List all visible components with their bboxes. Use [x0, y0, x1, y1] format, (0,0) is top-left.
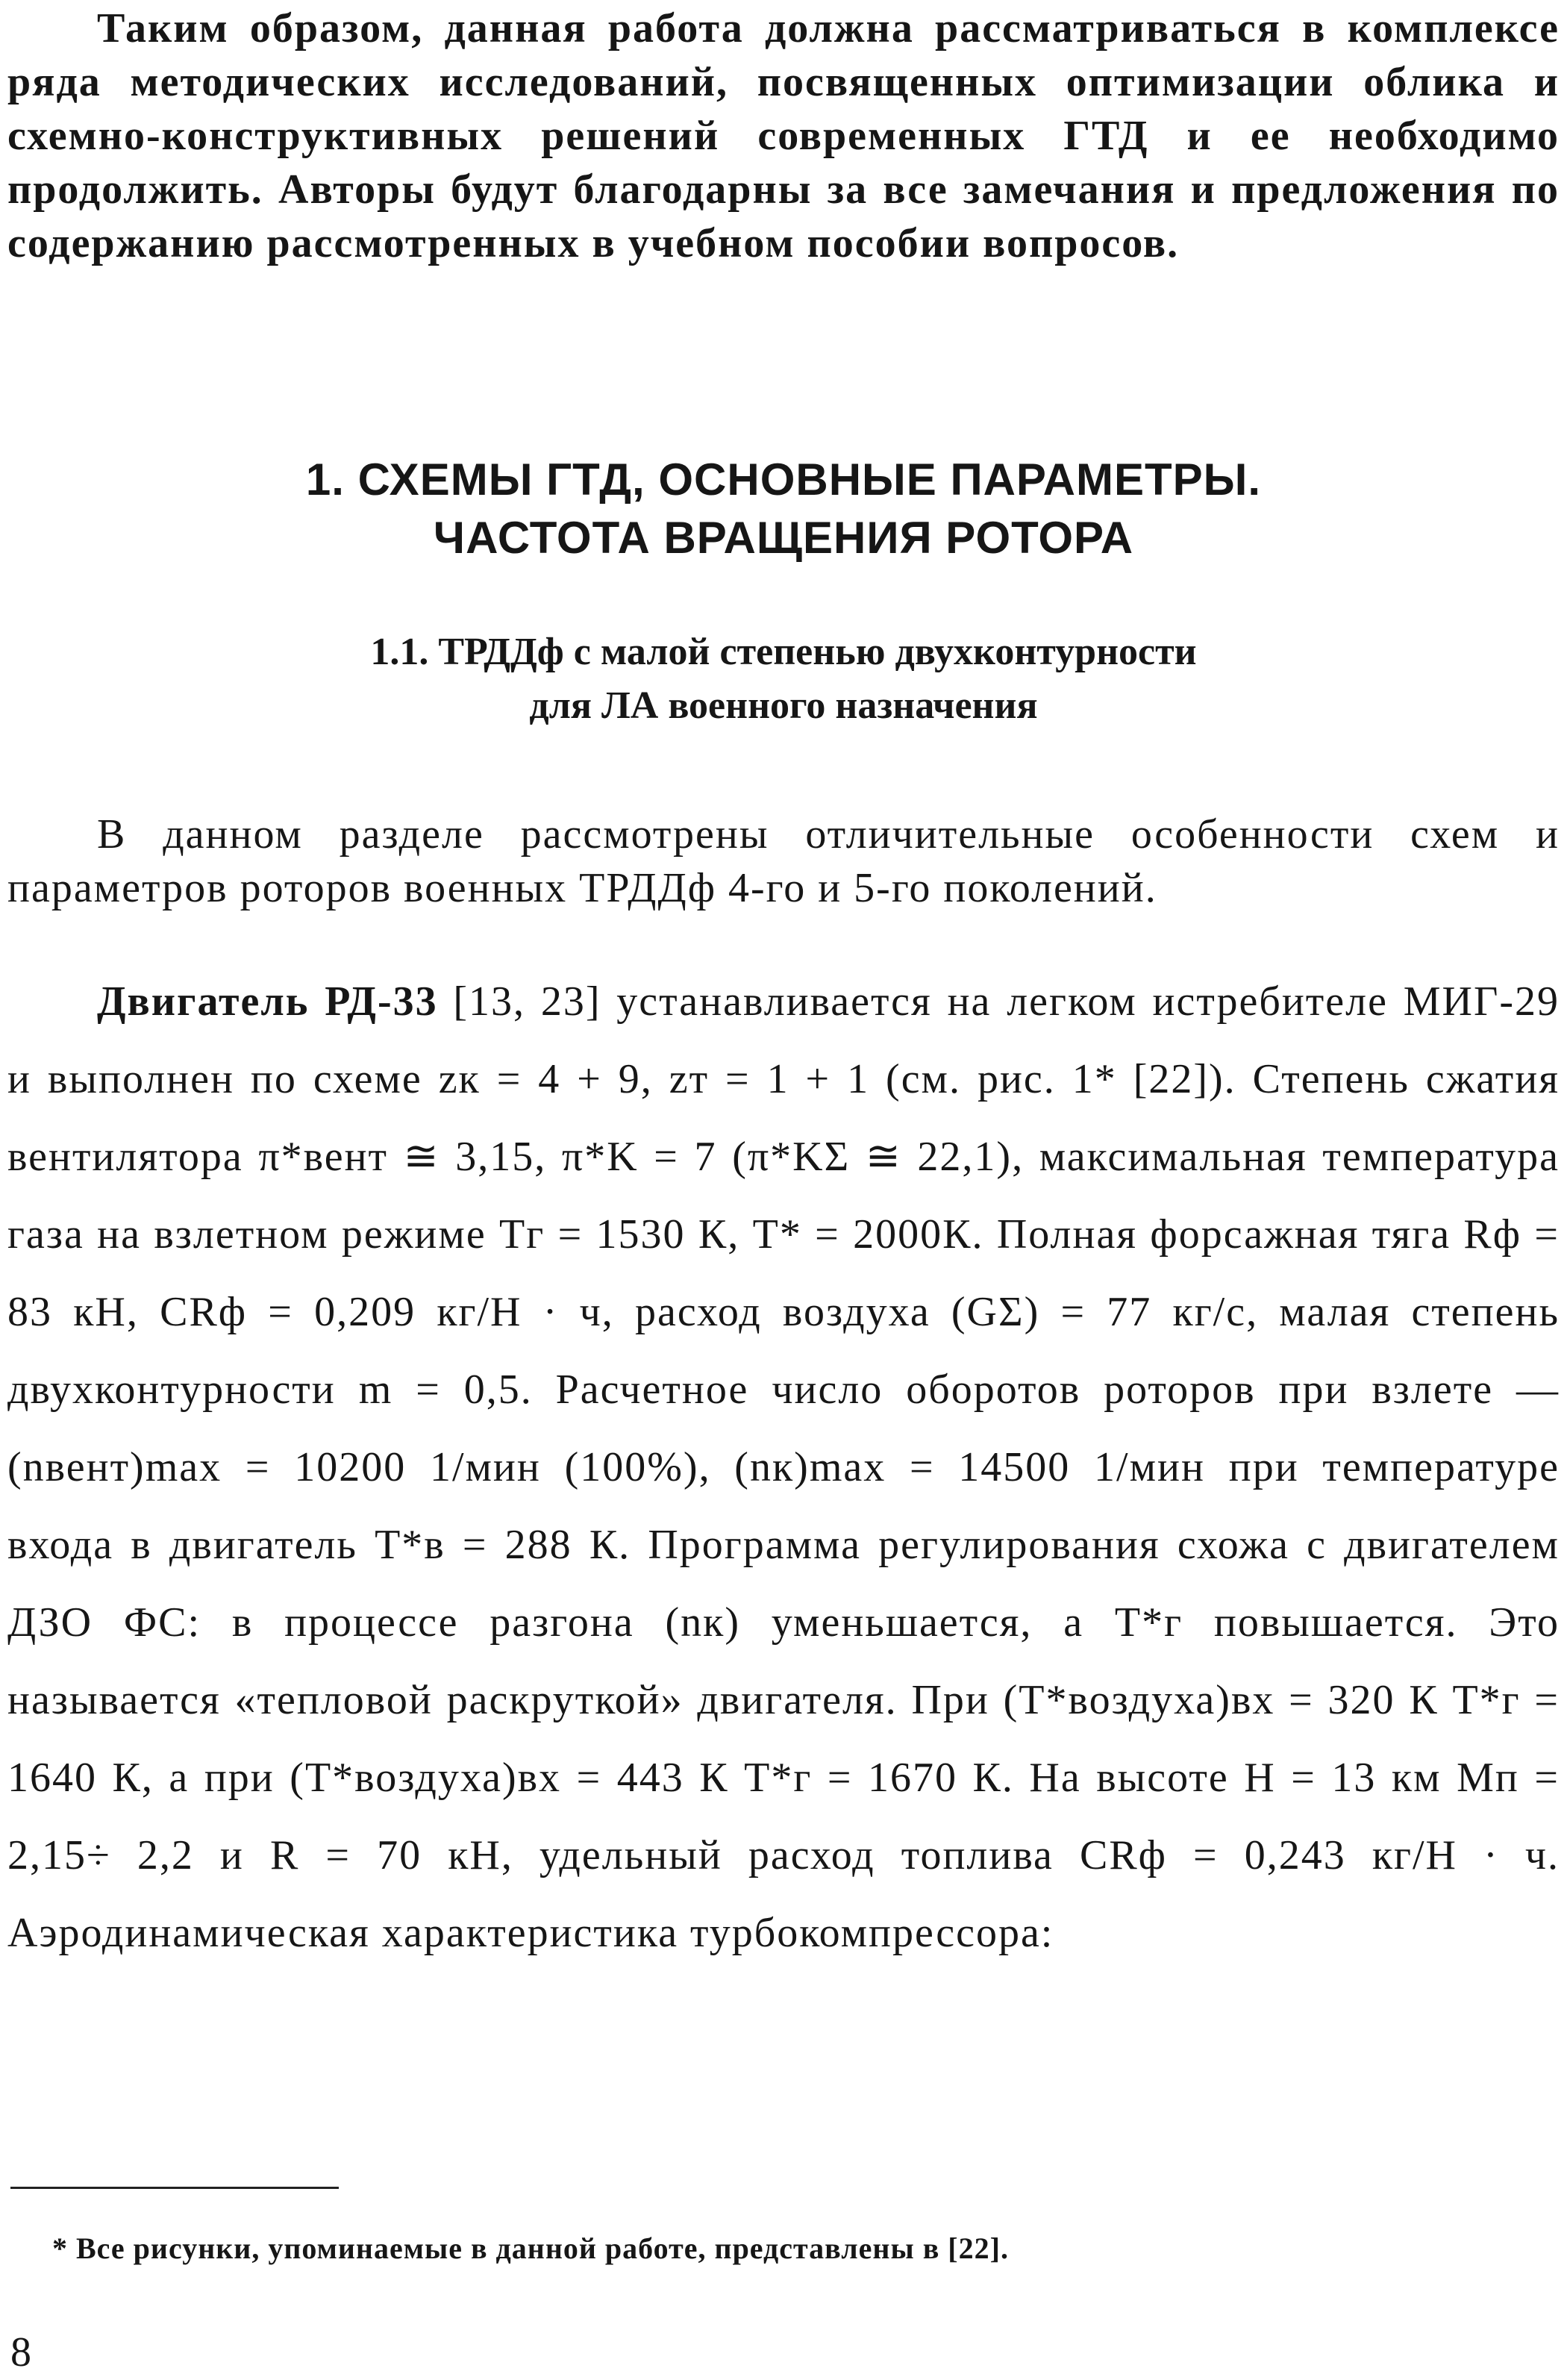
intro-text: Таким образом, данная работа должна рассматриваться в комплексе ряда методических исследований, посвященных оптимизации облика и схемно-конструктивных решений современных ГТД и ее необходимо продолжить. Авторы будут благодарны за все замечания и предложения по содержанию рассмотренных в учебном пособии вопросов. — [7, 5, 1560, 266]
intro-paragraph — [7, 1, 1560, 270]
chapter-title-line-2: ЧАСТОТА ВРАЩЕНИЯ РОТОРА — [433, 513, 1134, 563]
engine-name: Двигатель РД-33 — [97, 978, 438, 1025]
section-title-line-1: 1.1. ТРДДф с малой степенью двухконтурности — [370, 631, 1197, 673]
footnote-separator — [10, 2187, 339, 2189]
para1-text: В данном разделе рассмотрены отличительные особенности схем и параметров роторов военных ТРДДф 4-го и 5-го поколений. — [7, 811, 1560, 911]
footnote: * Все рисунки, упоминаемые в данной работе, представлены в [22]. — [52, 2231, 1009, 2265]
engine-description-text: [13, 23] устанавливается на легком истребителе МИГ-29 и выполнен по схеме zк = 4 + 9, zт = 1 + 1 (см. рис. 1* [22]). Степень сжатия вентилятора π*вент ≅ 3,15, π*K = 7 (π*KΣ ≅ 22,1), максимальная температура газа на взлетном режиме Tг = 1530 К, T* = 2000К. Полная форсажная тяга Rф = 83 кН, CRф = 0,209 кг/Н · ч, расход воздуха (GΣ) = 77 кг/с, малая степень двухконтурности m = 0,5. Расчетное число оборотов роторов при взлете — (nвент)max = 10200 1/мин (100%), (nк)max = 14500 1/мин при температуре входа в двигатель T*в = 288 К. Программа регулирования схожа с двигателем ДЗО ФС: в процессе разгона (nк) уменьшается, а T*г повышается. Это называется «тепловой раскруткой» двигателя. При (T*воздуха)вх = 320 К T*г = 1640 К, а при (T*воздуха)вх = 443 К T*г = 1670 К. На высоте H = 13 км Mп = 2,15÷ 2,2 и R = 70 кН, удельный расход топлива CRф = 0,243 кг/Н · ч. Аэродинамическая характеристика турбокомпрессора: — [7, 978, 1560, 1956]
engine-description-paragraph — [7, 963, 1560, 1972]
intro-section-paragraph — [7, 808, 1560, 915]
section-title-line-2: для ЛА военного назначения — [529, 684, 1038, 727]
page-number: 8 — [10, 2329, 31, 2376]
chapter-title-line-1: 1. СХЕМЫ ГТД, ОСНОВНЫЕ ПАРАМЕТРЫ. — [305, 455, 1262, 505]
